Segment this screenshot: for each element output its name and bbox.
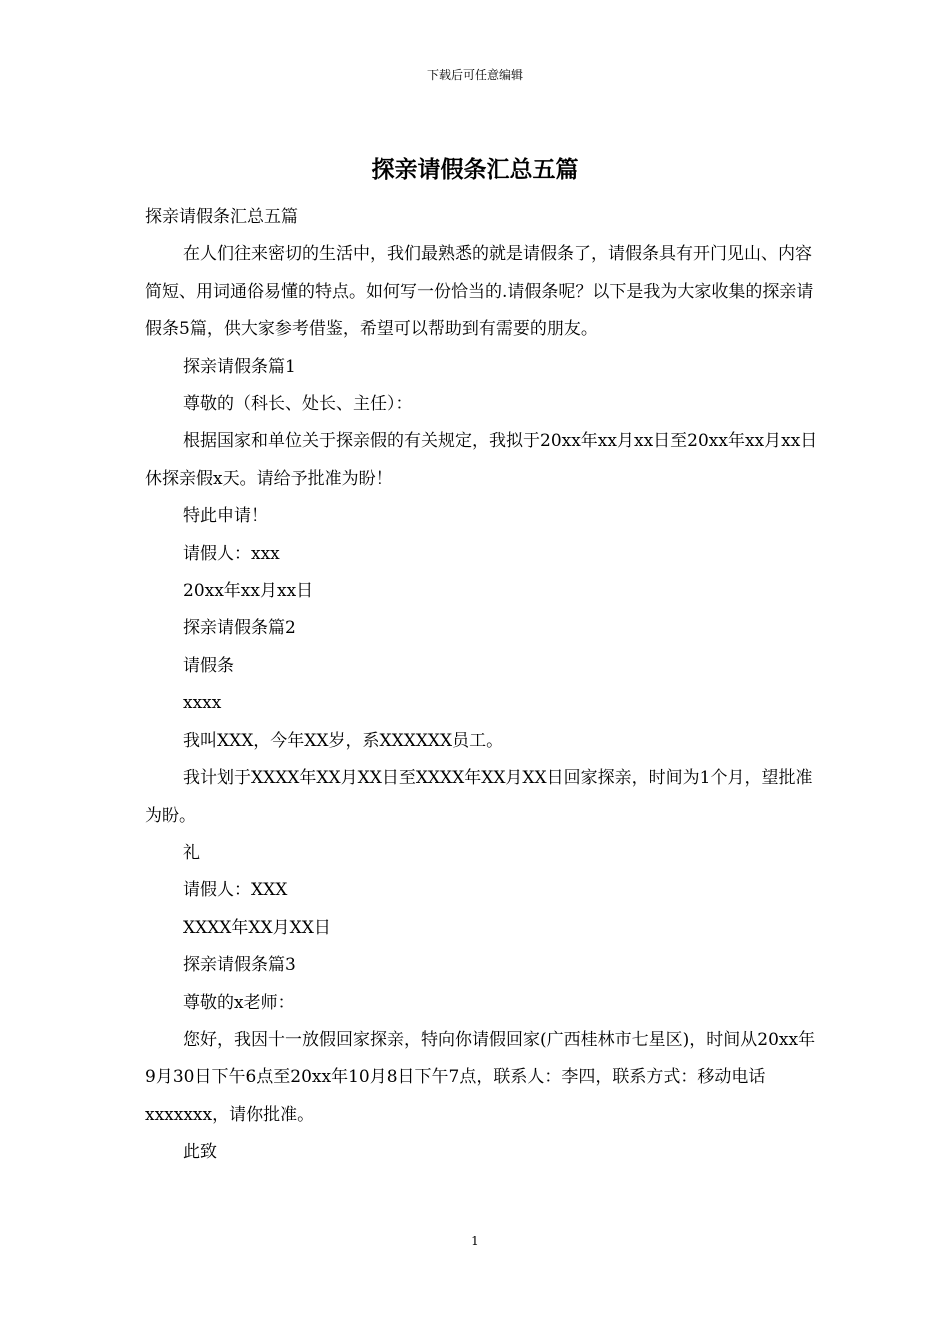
date-1: 20xx年xx月xx日 [183, 581, 314, 602]
closing-2: 礼 [183, 842, 200, 863]
salutation-1: 尊敬的（科长、处长、主任）： [183, 394, 413, 415]
document-body [145, 199, 825, 1172]
closing-3: 此致 [183, 1142, 217, 1163]
recipient-2: xxxx [183, 693, 222, 714]
body-paragraph-1: 根据国家和单位关于探亲假的有关规定，我拟于20xx年xx月xx日至20xx年xx月xx日休探亲假x天。请给予批准为盼！ [145, 431, 818, 489]
signature-1: 请假人：xxx [183, 543, 280, 564]
document-title: 探亲请假条汇总五篇 [371, 156, 579, 183]
page-number: 1 [471, 1234, 479, 1248]
intro-paragraph: 在人们往来密切的生活中，我们最熟悉的就是请假条了，请假条具有开门见山、内容简短、用词通俗易懂的特点。如何写一份恰当的.请假条呢？以下是我为大家收集的探亲请假条5篇，供大家参考借鉴，希望可以帮助到有需要的朋友。 [145, 244, 814, 340]
signature-2: 请假人：XXX [183, 880, 288, 901]
date-2: XXXX年XX月XX日 [183, 917, 331, 938]
closing-1: 特此申请！ [183, 506, 268, 527]
subtitle-line: 探亲请假条汇总五篇 [145, 207, 298, 227]
body-paragraph-2: 我计划于XXXX年XX月XX日至XXXX年XX月XX日回家探亲，时间为1个月，望批准为盼。 [145, 768, 813, 826]
section-heading-1: 探亲请假条篇1 [183, 356, 296, 377]
salutation-3: 尊敬的x老师： [183, 992, 295, 1013]
section-heading-3: 探亲请假条篇3 [183, 955, 296, 976]
intro-line-2: 我叫XXX，今年XX岁，系XXXXXX员工。 [183, 730, 504, 751]
header-note: 下载后可任意编辑 [426, 68, 523, 82]
section-heading-2: 探亲请假条篇2 [183, 618, 296, 639]
letter-title-2: 请假条 [183, 655, 234, 676]
body-paragraph-3: 您好，我因十一放假回家探亲，特向你请假回家(广西桂林市七星区)，时间从20xx年9月30日下午6点至20xx年10月8日下午7点，联系人：李四，联系方式：移动电话xxxxxxx，请你批准。 [145, 1029, 816, 1125]
